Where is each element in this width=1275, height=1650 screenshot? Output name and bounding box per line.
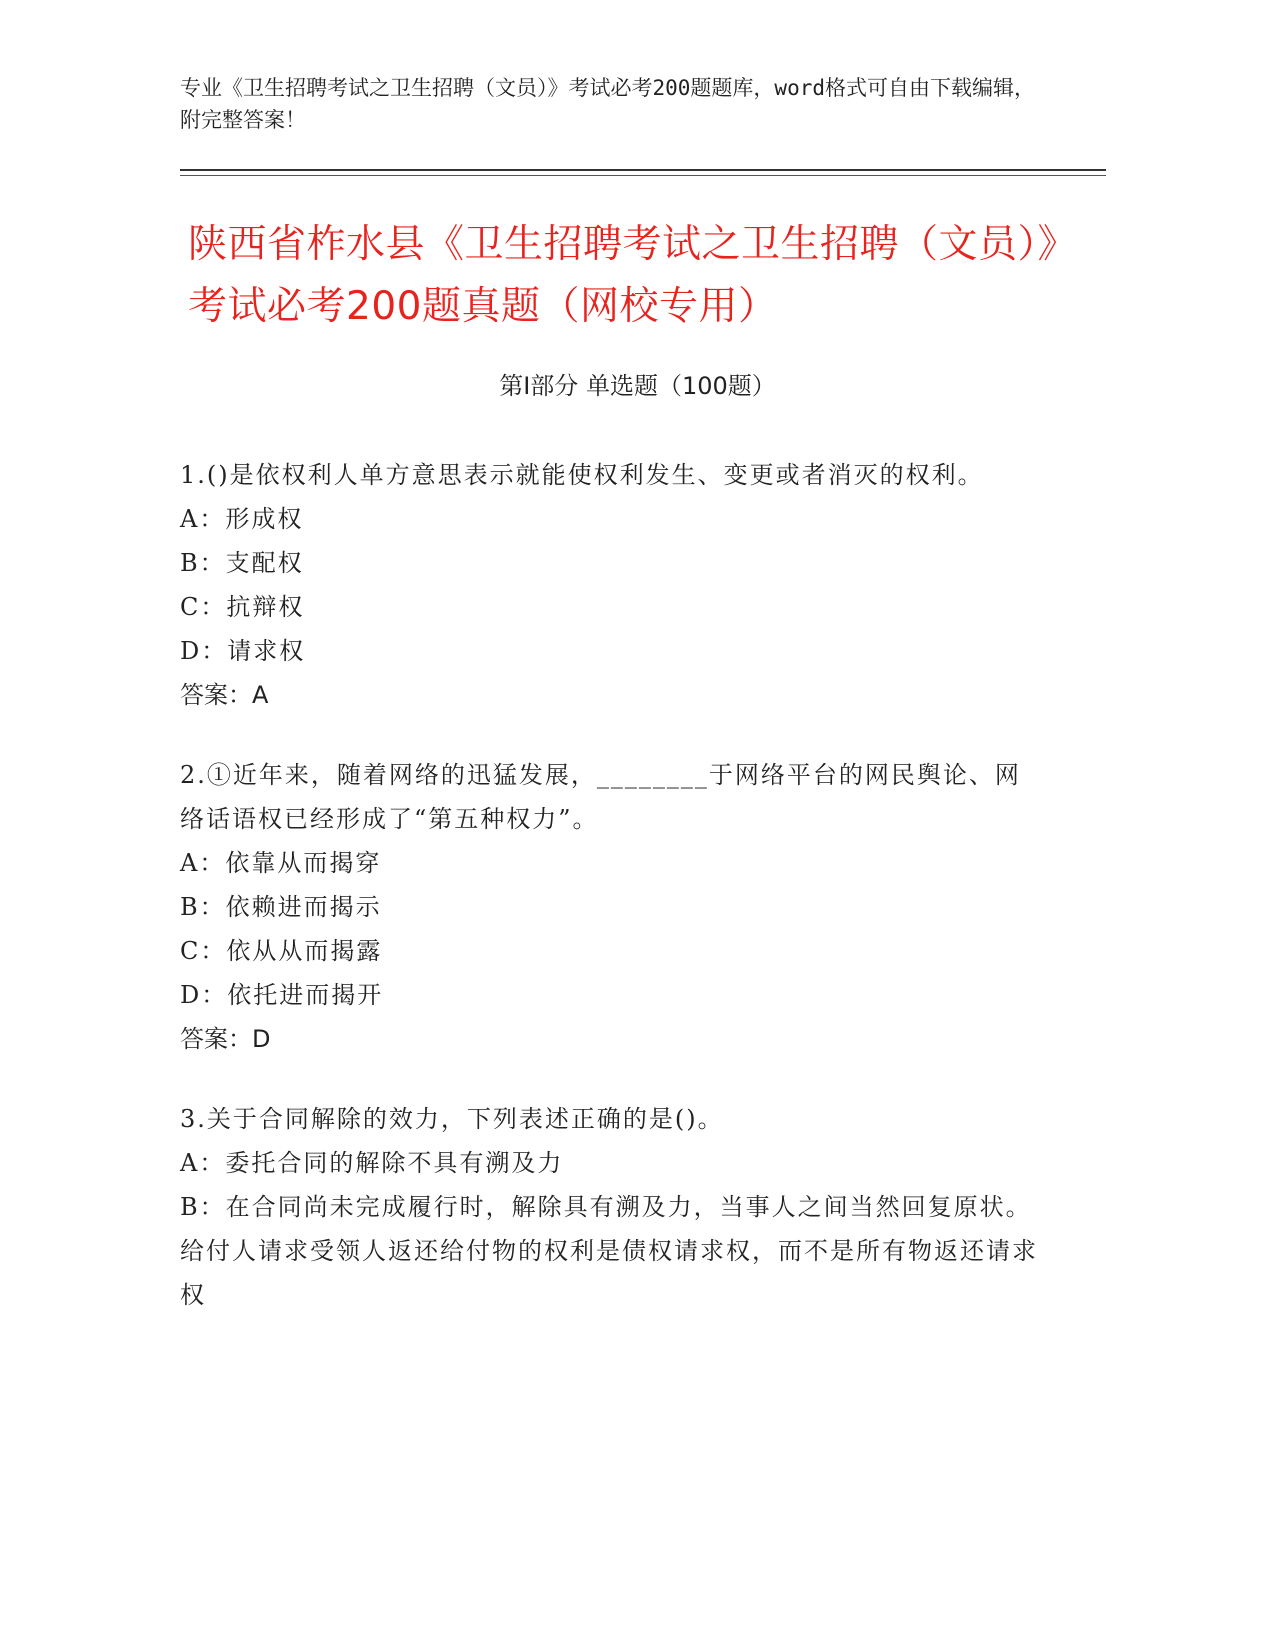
header-divider-thin: [180, 175, 1106, 176]
header-divider-thick: [180, 169, 1106, 171]
question-1: [180, 453, 1040, 717]
question-text: 1.()是依权利人单方意思表示就能使权利发生、变更或者消灭的权利。: [180, 461, 984, 489]
question-text: 3.关于合同解除的效力，下列表述正确的是()。: [180, 1105, 724, 1133]
answer-label: 答案：D: [180, 1025, 271, 1053]
option-c: C：依从从而揭露: [180, 937, 383, 965]
option-a: A：形成权: [180, 505, 304, 533]
option-d: D：依托进而揭开: [180, 981, 384, 1009]
answer-label: 答案：A: [180, 681, 269, 709]
question-3: [180, 1097, 1040, 1317]
intro-text: 专业《卫生招聘考试之卫生招聘（文员）》考试必考200题题库，word格式可自由下载编辑，附完整答案！: [180, 76, 1035, 132]
question-list: [180, 453, 1040, 1353]
option-b: B：在合同尚未完成履行时，解除具有溯及力，当事人之间当然回复原状。给付人请求受领人返还给付物的权利是债权请求权，而不是所有物返还请求权: [180, 1193, 1038, 1309]
option-a: A：依靠从而揭穿: [180, 849, 382, 877]
option-b: B：支配权: [180, 549, 304, 577]
section-heading: 第Ⅰ部分 单选题（100题）: [499, 372, 776, 400]
option-c: C：抗辩权: [180, 593, 305, 621]
question-2: [180, 753, 1040, 1061]
option-a: A：委托合同的解除不具有溯及力: [180, 1149, 564, 1177]
option-d: D：请求权: [180, 637, 306, 665]
document-title: 陕西省柞水县《卫生招聘考试之卫生招聘（文员）》考试必考200题真题（网校专用）: [188, 222, 1078, 329]
option-b: B：依赖进而揭示: [180, 893, 382, 921]
question-text: 2.①近年来，随着网络的迅猛发展，________于网络平台的网民舆论、网络话语权已经形成了“第五种权力”。: [180, 761, 1021, 833]
